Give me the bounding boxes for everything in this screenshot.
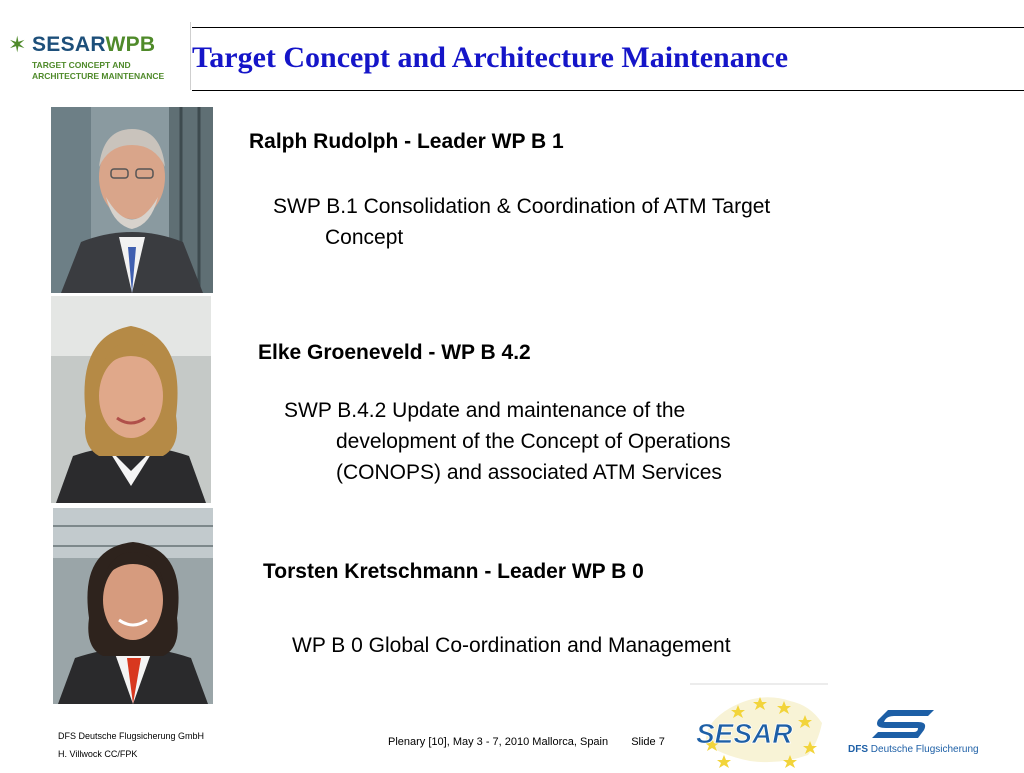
logo-brand (32, 34, 155, 55)
logo-subtitle-line1: TARGET CONCEPT AND (32, 60, 131, 70)
logo-brand-suffix: WPB (105, 33, 156, 56)
footer-event: Plenary [10], May 3 - 7, 2010 Mallorca, Spain (388, 736, 609, 748)
title-bar (192, 27, 1024, 91)
dfs-logo (848, 706, 979, 760)
footer-company: DFS Deutsche Flugsicherung GmbH (58, 731, 205, 741)
sesar-logo (690, 683, 828, 768)
person-role-torsten-kretschmann (292, 630, 912, 661)
logo-subtitle (32, 60, 164, 82)
sesar-logo-text: SESAR (696, 718, 793, 749)
role-line: Concept (325, 226, 404, 249)
photo-ralph-rudolph (51, 107, 213, 293)
role-line: development of the Concept of Operations (336, 430, 731, 453)
photo-elke-groeneveld (51, 296, 211, 503)
dfs-abbr: DFS (848, 744, 868, 755)
person-name-torsten-kretschmann: Torsten Kretschmann - Leader WP B 0 (263, 560, 644, 583)
person-role-elke-groeneveld (284, 395, 904, 488)
page-title: Target Concept and Architecture Maintenance (192, 41, 789, 74)
role-line: SWP B.4.2 Update and maintenance of the (284, 399, 686, 422)
footer-event-info (388, 736, 665, 748)
logo-brand-main: SESAR (32, 33, 106, 56)
photo-torsten-kretschmann (53, 508, 213, 704)
logo-subtitle-line2: ARCHITECTURE MAINTENANCE (32, 71, 165, 81)
role-line: SWP B.1 Consolidation & Coordination of ATM Target (273, 195, 771, 218)
role-line: (CONOPS) and associated ATM Services (336, 461, 722, 484)
slide-number: Slide 7 (631, 736, 665, 748)
dfs-swoosh-icon (848, 706, 970, 742)
person-name-ralph-rudolph: Ralph Rudolph - Leader WP B 1 (249, 130, 564, 153)
dfs-name: Deutsche Flugsicherung (870, 744, 979, 755)
star-icon: ✶ (8, 32, 27, 57)
footer-author: H. Villwock CC/FPK (58, 749, 138, 759)
sesar-wpb-logo (0, 22, 191, 90)
role-line: WP B 0 Global Co-ordination and Management (292, 634, 731, 657)
dfs-logo-text (848, 744, 979, 755)
person-name-elke-groeneveld: Elke Groeneveld - WP B 4.2 (258, 341, 531, 364)
person-role-ralph-rudolph (273, 191, 913, 253)
